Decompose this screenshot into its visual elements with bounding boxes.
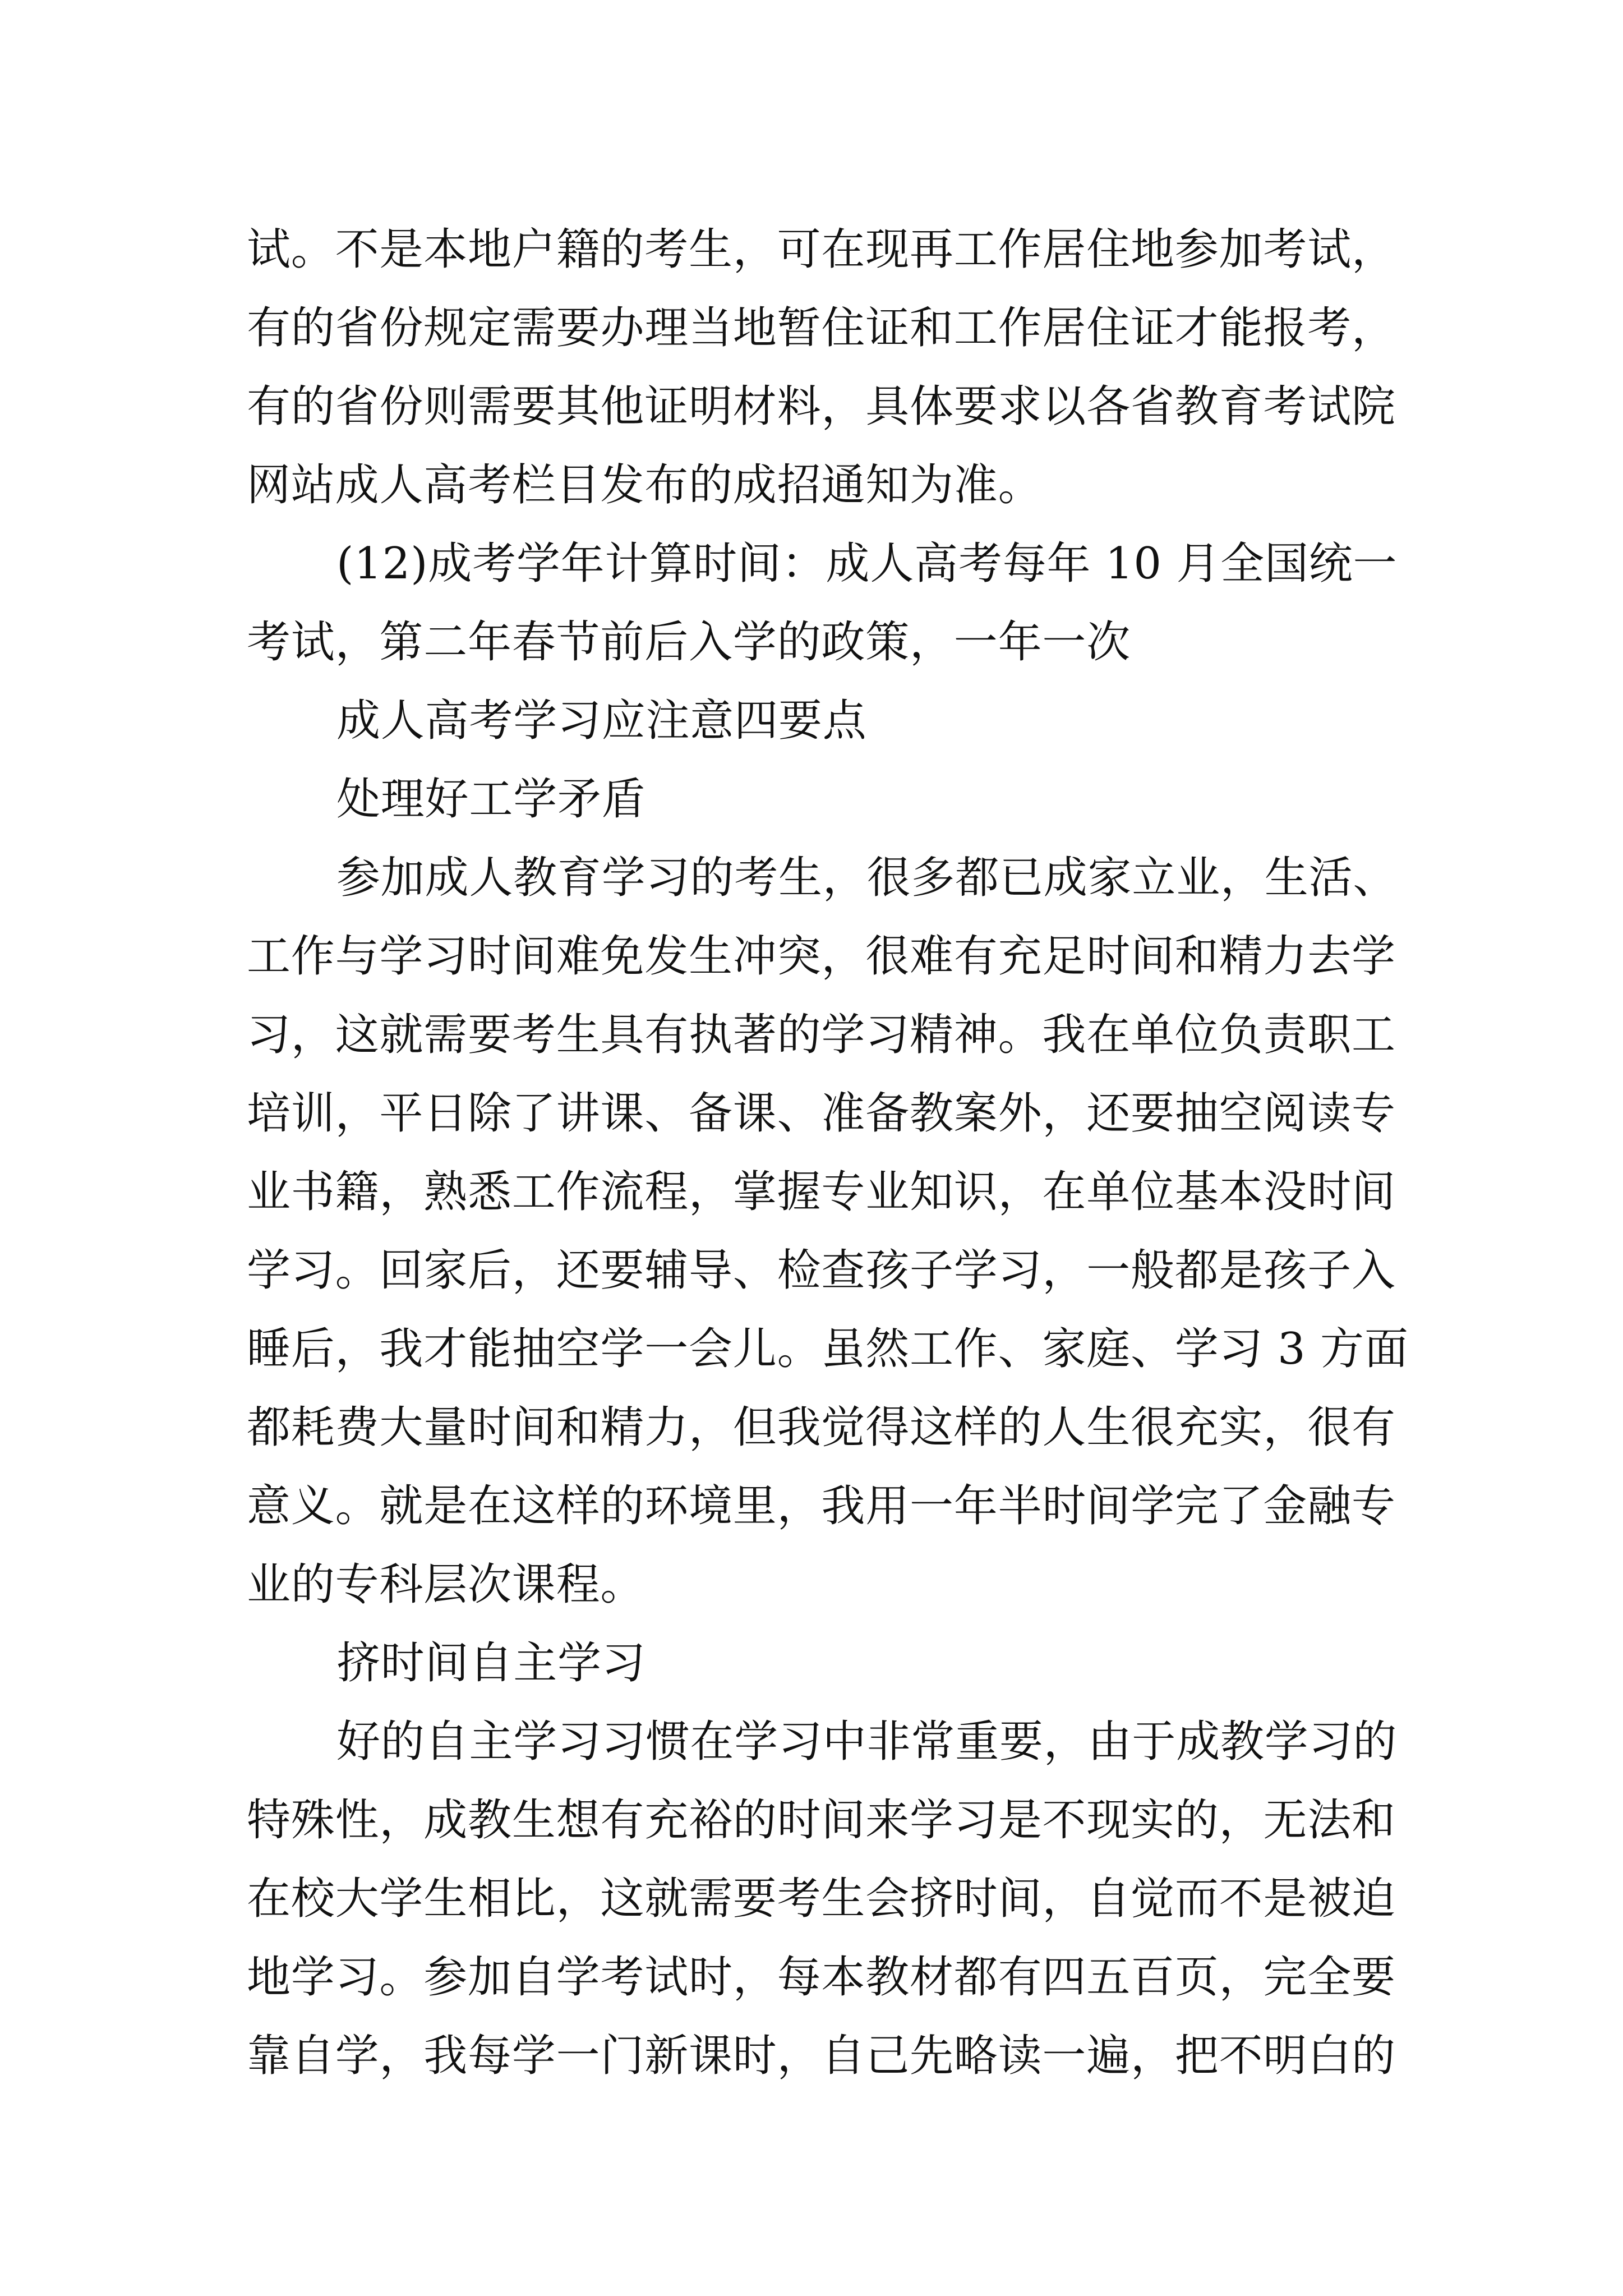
text-line-22: 在校大学生相比，这就需要考生会挤时间，自觉而不是被迫 (247, 1874, 1396, 1924)
text-line-9: 参加成人教育学习的考生，很多都已成家立业，生活、 (336, 853, 1398, 903)
text-line-15: 睡后，我才能抽空学一会儿。虽然工作、家庭、学习 3 方面 (247, 1324, 1409, 1374)
text-line-21: 特殊性，成教生想有充裕的时间来学习是不现实的，无法和 (247, 1795, 1396, 1846)
subheading-self-study: 挤时间自主学习 (336, 1638, 646, 1688)
text-line-2: 有的省份规定需要办理当地暂住证和工作居住证才能报考， (247, 303, 1396, 353)
text-line-10: 工作与学习时间难免发生冲突，很难有充足时间和精力去学 (247, 931, 1396, 982)
text-line-6: 考试，第二年春节前后入学的政策，一年一次 (247, 617, 1131, 668)
text-line-18: 业的专科层次课程。 (247, 1559, 645, 1610)
text-line-1: 试。不是本地户籍的考生，可在现再工作居住地参加考试， (247, 224, 1396, 275)
text-line-16: 都耗费大量时间和精力，但我觉得这样的人生很充实，很有 (247, 1402, 1396, 1453)
text-line-20: 好的自主学习习惯在学习中非常重要，由于成教学习的 (336, 1717, 1398, 1767)
text-line-12: 培训，平日除了讲课、备课、准备教案外，还要抽空阅读专 (247, 1088, 1396, 1139)
text-line-24: 靠自学，我每学一门新课时，自己先略读一遍，把不明白的 (247, 2031, 1396, 2081)
text-line-5: (12)成考学年计算时间：成人高考每年 10 月全国统一 (336, 539, 1398, 589)
text-line-23: 地学习。参加自学考试时，每本教材都有四五百页，完全要 (247, 1952, 1396, 2003)
text-line-3: 有的省份则需要其他证明材料，具体要求以各省教育考试院 (247, 381, 1396, 432)
subheading-work-study-balance: 处理好工学矛盾 (336, 774, 646, 825)
text-line-17: 意义。就是在这样的环境里，我用一年半时间学完了金融专 (247, 1481, 1396, 1531)
text-line-14: 学习。回家后，还要辅导、检查孩子学习，一般都是孩子入 (247, 1245, 1396, 1296)
text-line-4: 网站成人高考栏目发布的成招通知为准。 (247, 460, 1043, 510)
text-line-11: 习，这就需要考生具有执著的学习精神。我在单位负责职工 (247, 1010, 1396, 1060)
text-line-13: 业书籍，熟悉工作流程，掌握专业知识，在单位基本没时间 (247, 1167, 1396, 1217)
section-heading-four-points: 成人高考学习应注意四要点 (336, 696, 867, 746)
